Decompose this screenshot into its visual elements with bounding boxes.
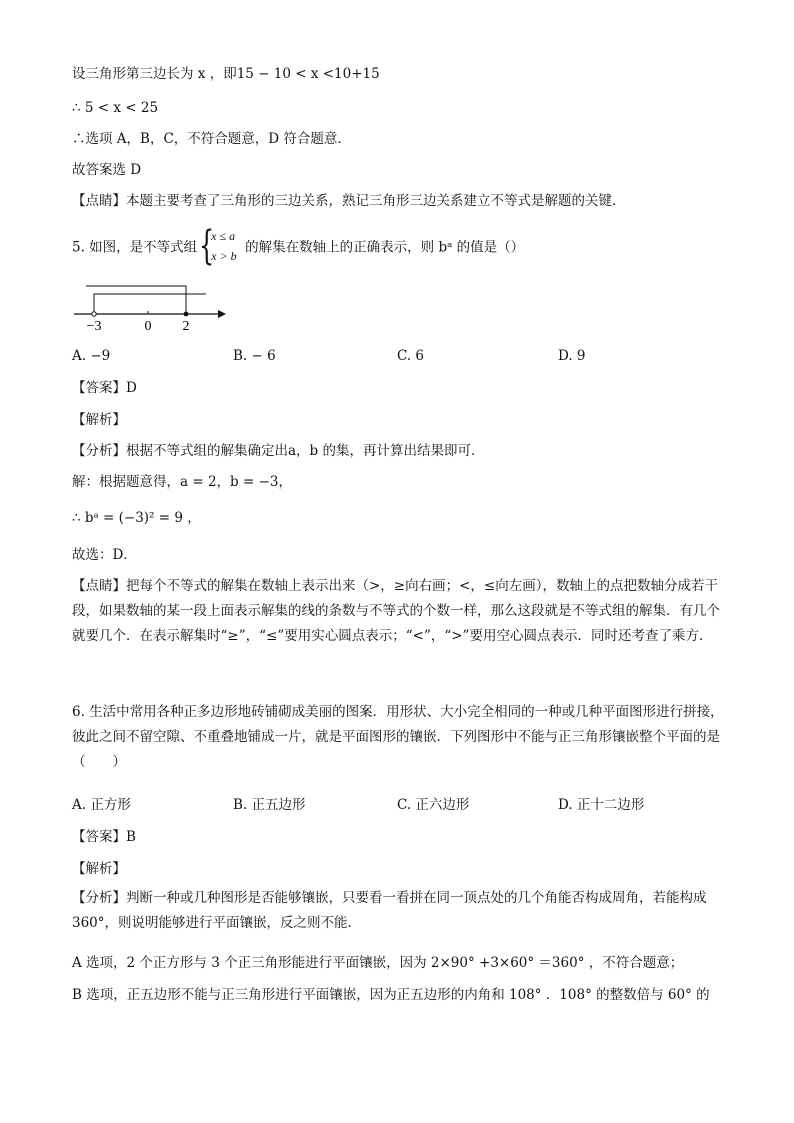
q5-choice: 故选：D．: [72, 547, 137, 563]
q5-option-b: B. − 6: [233, 348, 276, 364]
inequality-row-2: x > b: [211, 249, 237, 263]
number-line-figure: [70, 284, 240, 334]
brace-icon: {: [199, 223, 215, 269]
q6-option-d: D. 正十二边形: [558, 797, 645, 813]
q5-solution: 解：根据题意得，a = 2，b = −3，: [72, 474, 292, 490]
inequality-system: [199, 223, 243, 269]
q6-option-c: C. 正六边形: [397, 797, 470, 813]
question-6: 6. 生活中常用各种正多边形地砖铺砌成美丽的图案．用形状、大小完全相同的一种或几种平面图形进行拼接，彼此之间不留空隙、不重叠地铺成一片，就是平面图形的镶嵌．下列图形中不能与正三角形镶嵌整个平面的是（ ）: [72, 704, 724, 770]
text-line-2: ∴ 5 < x < 25: [72, 100, 159, 116]
solution-line-right: [86, 286, 186, 314]
text-line-3: ∴选项 A，B，C，不符合题意，D 符合题意．: [72, 131, 351, 147]
q6-answer: 【答案】B: [72, 829, 136, 845]
q5-analysis-heading: 【解析】: [72, 412, 126, 428]
q6-option-b-explanation: B 选项，正五边形不能与正三角形进行平面镶嵌，因为正五边形的内角和 108° ．108° 的整数倍与 60° 的: [72, 987, 710, 1003]
label-neg3: −3: [86, 319, 102, 334]
q5-calculation: ∴ bᵃ = (−3)² = 9 ，: [72, 510, 201, 526]
q5-answer: 【答案】D: [72, 380, 137, 396]
inequality-row-1: x ≤ a: [211, 229, 236, 243]
q6-options: [72, 797, 732, 817]
remark-1: 【点睛】本题主要考查了三角形的三边关系，熟记三角形三边关系建立不等式是解题的关键．: [72, 193, 626, 209]
q5-option-d: D. 9: [558, 348, 586, 364]
q6-option-a-explanation: A 选项，2 个正方形与 3 个正三角形能进行平面镶嵌，因为 2×90° +3×60° ＝360° ，不符合题意；: [72, 955, 684, 971]
q5-suffix: 的解集在数轴上的正确表示，则 bᵃ 的值是（）: [245, 239, 525, 256]
q5-analysis: 【分析】根据不等式组的解集确定出a，b 的集，再计算出结果即可．: [72, 443, 485, 459]
q5-option-a: A. −9: [72, 348, 111, 364]
open-dot-neg3: [92, 312, 96, 316]
q6-analysis-heading: 【解析】: [72, 861, 126, 877]
q6-analysis: 【分析】判断一种或几种图形是否能够镶嵌，只要看一看拼在同一顶点处的几个角能否构成周角，若能构成 360°，则说明能够进行平面镶嵌，反之则不能．: [72, 890, 707, 931]
closed-dot-2: [184, 312, 189, 317]
text-line-4: 故答案选 D: [72, 162, 142, 178]
q6-option-a: A. 正方形: [72, 797, 131, 813]
q5-option-c: C. 6: [397, 348, 425, 364]
question-5: [72, 223, 525, 269]
label-0: 0: [144, 319, 152, 334]
q5-prefix: 5. 如图，是不等式组: [72, 239, 198, 256]
q6-option-b: B. 正五边形: [233, 797, 306, 813]
text-line-1: 设三角形第三边长为 x ，即15 − 10 < x <10+15: [72, 66, 380, 82]
axis-arrow-icon: [218, 310, 226, 318]
q5-options: [72, 348, 732, 368]
label-2: 2: [182, 319, 190, 334]
q5-remark: 【点睛】把每个不等式的解集在数轴上表示出来（>，≥向右画；<，≤向左画），数轴上的点把数轴分成若干段，如果数轴的某一段上面表示解集的线的条数与不等式的个数一样，那么这段就是不等式组的解集．有几个就要几个．在表示解集时“≥”，“≤”要用实心圆点表示；“<”，“>”要用空心圆点表示．同时还考查了乘方．: [72, 578, 720, 644]
solution-line-left: [94, 294, 206, 314]
